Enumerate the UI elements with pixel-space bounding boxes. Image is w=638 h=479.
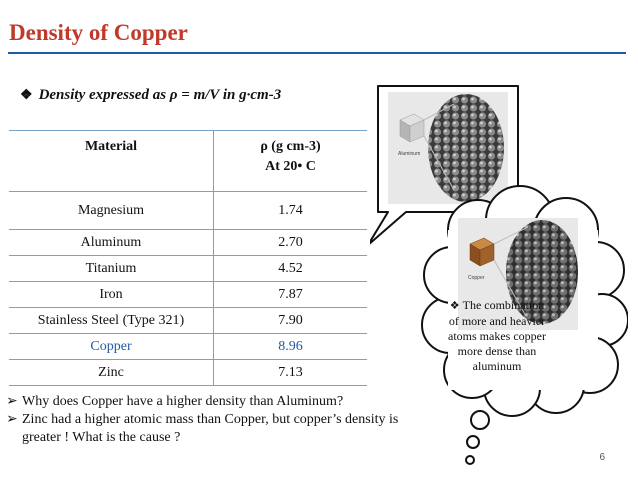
- table-row: [9, 230, 367, 256]
- material-cell: Titanium: [9, 256, 214, 282]
- question-text: Why does Copper have a higher density than Aluminum?: [22, 394, 344, 409]
- density-cell: 7.13: [214, 360, 368, 386]
- table-header-row: [9, 131, 367, 192]
- density-expression: [20, 87, 281, 104]
- cloud-explanation-text: The combination of more and heavier atoms makes copper more dense than aluminum: [448, 298, 546, 373]
- density-cell: 7.87: [214, 282, 368, 308]
- material-cell: Magnesium: [9, 192, 214, 230]
- aluminum-image-label: Aluminum: [398, 151, 421, 157]
- aluminum-image: [388, 92, 508, 204]
- copper-cube-icon: [470, 238, 494, 266]
- material-cell: Stainless Steel (Type 321): [9, 308, 214, 334]
- question-text: Zinc had a higher atomic mass than Copper, but copper’s density is greater ! What is the cause ?: [22, 412, 399, 445]
- material-cell: Aluminum: [9, 230, 214, 256]
- header-density-temp: At 20• C: [265, 159, 316, 174]
- density-cell: 2.70: [214, 230, 368, 256]
- material-cell: Copper: [9, 334, 214, 360]
- arrow-bullet-icon: ➢: [6, 412, 18, 427]
- list-item: [6, 393, 406, 411]
- header-material: Material: [9, 131, 214, 192]
- density-cell: 1.74: [214, 192, 368, 230]
- table-row-copper: [9, 334, 367, 360]
- aluminum-cube-icon: [400, 114, 424, 142]
- question-list: [6, 393, 406, 447]
- list-item: [6, 411, 406, 447]
- slide-title: Density of Copper: [9, 20, 188, 45]
- table-row: [9, 192, 367, 230]
- page-number: 6: [599, 452, 605, 463]
- diamond-bullet-icon: ❖: [449, 300, 460, 312]
- material-cell: Iron: [9, 282, 214, 308]
- header-density-unit: ρ (g cm-3): [260, 139, 321, 154]
- density-table: [9, 130, 367, 386]
- atom-callout-graphics: [370, 80, 628, 470]
- table-row: [9, 308, 367, 334]
- density-cell: 7.90: [214, 308, 368, 334]
- table-row: [9, 282, 367, 308]
- table-row: [9, 256, 367, 282]
- arrow-bullet-icon: ➢: [6, 394, 18, 409]
- table-row: [9, 360, 367, 386]
- header-density: [214, 131, 368, 192]
- material-cell: Zinc: [9, 360, 214, 386]
- copper-image-label: Copper: [468, 275, 485, 281]
- density-expression-text: Density expressed as ρ = m/V in g·cm-3: [38, 87, 282, 103]
- density-cell: 4.52: [214, 256, 368, 282]
- diamond-bullet-icon: ❖: [20, 88, 33, 103]
- cloud-explanation: [444, 298, 550, 374]
- title-underline: [8, 52, 626, 54]
- density-cell: 8.96: [214, 334, 368, 360]
